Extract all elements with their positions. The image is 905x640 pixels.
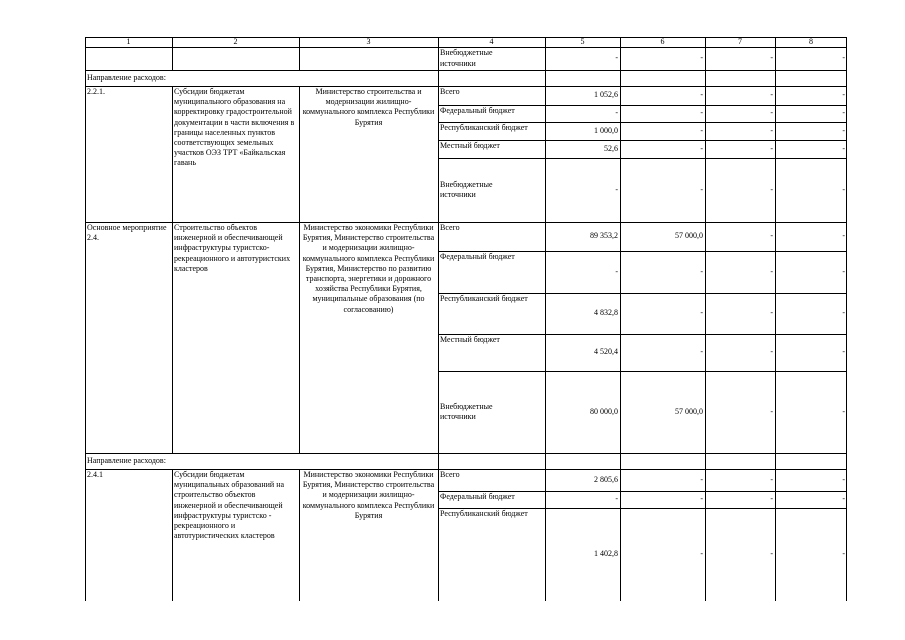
value-cell: -	[700, 90, 703, 100]
value-cell: -	[770, 184, 773, 194]
value-cell: 89 353,2	[590, 231, 618, 241]
grid-line	[172, 37, 173, 48]
grid-line	[846, 86, 847, 223]
grid-line	[172, 469, 173, 601]
grid-line	[299, 86, 300, 223]
section-label: Направление расходов:	[87, 72, 166, 82]
measure-code: 2.2.1.	[87, 87, 105, 96]
column-header-8: 8	[809, 37, 813, 46]
grid-line	[775, 453, 776, 470]
funding-source-label: Республиканский бюджет	[440, 294, 528, 303]
grid-line	[85, 453, 86, 470]
value-cell: -	[700, 108, 703, 118]
measure-executor: Министерство строительства и модернизации жилищно-коммунального комплекса Республики Бурятия	[302, 87, 435, 127]
value-cell: -	[700, 494, 703, 504]
value-cell: -	[615, 266, 618, 276]
grid-line	[846, 47, 847, 71]
value-cell: 52,6	[604, 143, 618, 153]
value-cell: 1 000,0	[594, 125, 618, 135]
value-cell: -	[842, 143, 845, 153]
value-cell: -	[700, 184, 703, 194]
grid-line	[705, 70, 706, 87]
grid-line	[705, 37, 706, 48]
value-cell: 80 000,0	[590, 406, 618, 416]
value-cell: -	[615, 184, 618, 194]
funding-source-label: Федеральный бюджет	[440, 492, 515, 501]
column-header-6: 6	[660, 37, 665, 46]
column-header-2: 2	[233, 37, 238, 46]
grid-line	[705, 469, 706, 601]
value-cell: -	[842, 125, 845, 135]
value-cell: -	[615, 53, 618, 63]
value-cell: -	[615, 108, 618, 118]
grid-line	[775, 86, 776, 223]
value-cell: -	[842, 231, 845, 241]
grid-line	[620, 37, 621, 48]
grid-line	[545, 70, 546, 87]
grid-line	[775, 222, 776, 454]
grid-line	[846, 70, 847, 87]
grid-line	[85, 469, 86, 601]
grid-line	[705, 453, 706, 470]
grid-line	[299, 469, 300, 601]
value-cell: -	[770, 125, 773, 135]
grid-line	[846, 469, 847, 601]
budget-table	[85, 37, 847, 600]
grid-line	[545, 47, 546, 71]
value-cell: -	[842, 474, 845, 484]
funding-source-label: Внебюджетные источники	[440, 179, 493, 199]
grid-line	[545, 222, 546, 454]
measure-executor: Министерство экономики Республики Бурятия, Министерство строительства и модернизации жилищно-коммунального комплекса Республики Бурятия, Министерство по развитию транспорта, энергетики и дорожного хозяйства Республики Бурятия, муниципальные образования (по согласованию)	[302, 223, 435, 314]
value-cell: -	[770, 548, 773, 558]
measure-title: Субсидии бюджетам муниципальных образований на строительство объектов инженерной и обеспечивающей инфраструктуры туристско - рекреационного и автотуристических кластеров	[174, 470, 285, 541]
grid-line	[438, 37, 439, 48]
grid-line	[85, 47, 86, 71]
grid-line	[545, 469, 546, 601]
value-cell: 1 402,8	[594, 548, 618, 558]
funding-source-label: Республиканский бюджет	[440, 509, 528, 518]
grid-line	[775, 469, 776, 601]
value-cell: -	[842, 406, 845, 416]
value-cell: 57 000,0	[675, 231, 703, 241]
value-cell: -	[842, 108, 845, 118]
grid-line	[85, 70, 86, 87]
value-cell: -	[842, 494, 845, 504]
grid-line	[85, 86, 86, 223]
grid-line	[299, 222, 300, 454]
grid-line	[85, 222, 86, 454]
value-cell: 57 000,0	[675, 406, 703, 416]
value-cell: -	[842, 308, 845, 318]
grid-line	[172, 86, 173, 223]
value-cell: -	[700, 266, 703, 276]
grid-line	[438, 86, 439, 223]
measure-executor: Министерство экономики Республики Бурятия, Министерство строительства и модернизации жилищно-коммунального комплекса Республики Бурятия	[302, 470, 435, 520]
grid-line	[85, 37, 86, 48]
section-label: Направление расходов:	[87, 455, 166, 465]
value-cell: -	[842, 548, 845, 558]
grid-line	[438, 47, 439, 71]
funding-source-label: Республиканский бюджет	[440, 123, 528, 132]
funding-source-label: Федеральный бюджет	[440, 252, 515, 261]
funding-source-label: Местный бюджет	[440, 335, 500, 344]
grid-line	[299, 47, 300, 71]
value-cell: -	[770, 308, 773, 318]
funding-source-label: Всего	[440, 223, 460, 232]
grid-line	[545, 37, 546, 48]
value-cell: 4 832,8	[594, 308, 618, 318]
grid-line	[775, 47, 776, 71]
column-header-4: 4	[489, 37, 494, 46]
measure-title: Субсидии бюджетам муниципального образования на корректировку градостроительной документации в части включения в границы населенных пунктов соответствующих земельных участков ОЭЗ ТРТ «Байкальская гавань	[174, 87, 295, 168]
grid-line	[438, 70, 439, 87]
value-cell: -	[842, 266, 845, 276]
value-cell: -	[842, 184, 845, 194]
grid-line	[705, 47, 706, 71]
funding-source-label: Всего	[440, 470, 460, 479]
value-cell: -	[770, 90, 773, 100]
grid-line	[620, 70, 621, 87]
value-cell: -	[700, 474, 703, 484]
grid-line	[172, 47, 173, 71]
column-header-7: 7	[738, 37, 742, 46]
measure-code: 2.4.1	[87, 470, 103, 479]
value-cell: -	[615, 494, 618, 504]
grid-line	[705, 222, 706, 454]
grid-line	[846, 453, 847, 470]
grid-line	[846, 37, 847, 48]
measure-title: Строительство объектов инженерной и обеспечивающей инфраструктуры туристско-рекреационного и автотуристских кластеров	[174, 223, 291, 273]
grid-line	[620, 47, 621, 71]
funding-source-label: Внебюджетные источники	[440, 48, 493, 68]
grid-line	[620, 86, 621, 223]
column-header-3: 3	[366, 37, 371, 46]
grid-line	[620, 222, 621, 454]
value-cell: -	[842, 347, 845, 357]
funding-source-label: Местный бюджет	[440, 141, 500, 150]
grid-line	[775, 70, 776, 87]
grid-line	[438, 453, 439, 470]
value-cell: 2 805,6	[594, 474, 618, 484]
value-cell: -	[770, 143, 773, 153]
value-cell: -	[842, 53, 845, 63]
grid-line	[438, 222, 439, 454]
value-cell: -	[770, 406, 773, 416]
value-cell: 1 052,6	[594, 90, 618, 100]
grid-line	[775, 37, 776, 48]
value-cell: -	[770, 347, 773, 357]
measure-code: Основное мероприятие 2.4.	[87, 223, 167, 243]
grid-line	[620, 469, 621, 601]
grid-line	[705, 86, 706, 223]
grid-line	[438, 469, 439, 601]
grid-line	[620, 453, 621, 470]
value-cell: -	[770, 231, 773, 241]
grid-line	[172, 222, 173, 454]
grid-line	[299, 37, 300, 48]
value-cell: -	[770, 266, 773, 276]
value-cell: -	[770, 53, 773, 63]
value-cell: -	[700, 143, 703, 153]
value-cell: -	[770, 108, 773, 118]
column-header-5: 5	[580, 37, 585, 46]
value-cell: -	[770, 494, 773, 504]
value-cell: -	[700, 53, 703, 63]
value-cell: -	[700, 347, 703, 357]
funding-source-label: Внебюджетные источники	[440, 401, 493, 421]
value-cell: -	[700, 548, 703, 558]
funding-source-label: Федеральный бюджет	[440, 106, 515, 115]
value-cell: -	[700, 308, 703, 318]
grid-line	[545, 453, 546, 470]
column-header-1: 1	[126, 37, 131, 46]
value-cell: -	[770, 474, 773, 484]
value-cell: 4 520,4	[594, 347, 618, 357]
funding-source-label: Всего	[440, 87, 460, 96]
grid-line	[846, 222, 847, 454]
grid-line	[545, 86, 546, 223]
value-cell: -	[842, 90, 845, 100]
value-cell: -	[700, 125, 703, 135]
